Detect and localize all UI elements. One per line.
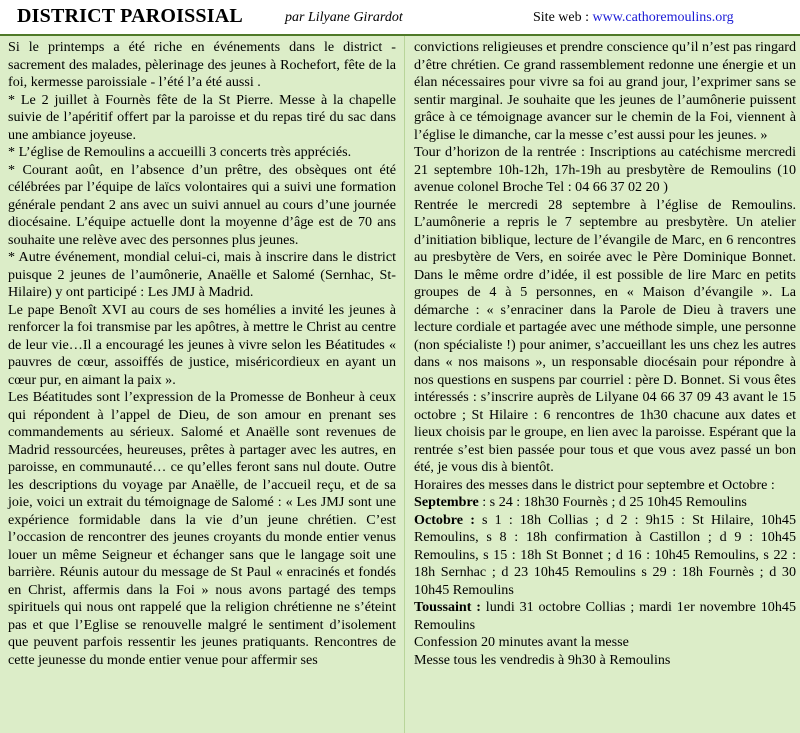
schedule-text: : s 24 : 18h30 Fournès ; d 25 10h45 Remoulins	[478, 494, 747, 510]
paragraph: Les Béatitudes sont l’expression de la Promesse de Bonheur à ceux qui répondent à l’appel de Dieu, de son amour en prenant ses commandements au sérieux. Salomé et Anaëlle sont revenues de Madrid ressourcées, heureuses, prêtes à partager avec les autres, en paroisse, en communauté… ce qu’elles feront sans nul doute. Outre les descriptions du voyage par Anaëlle, de l’accueil reçu, et de sa joie, voici un extrait du témoignage de Salomé : « Les JMJ sont une expérience formidable dans la vie d’un jeune chrétien. C’est l’occasion de rencontrer des jeunes croyants du monde entier venus louer un même Seigneur et échanger sans que le langage soit une barrière. Réunis autour du message de St Paul « enracinés et fondés en Christ, affermis dans la Foi » nous avons partagé des temps spirituels qui nous ont rappelé que la religion chrétienne ne s’éteint pas et que l’Eglise se renouvelle malgré le sentiment d’isolement que peuvent parfois ressentir les jeunes pratiquants. Rencontres de cette jeunesse du monde entier venue pour affermir ses	[8, 389, 396, 668]
paragraph: Si le printemps a été riche en événements dans le district - sacrement des malades, pèlerinage des jeunes à Rochefort, fête de la foi, kermesse paroissiale - l’été l’a été aussi .	[8, 39, 396, 90]
schedule-label: Septembre	[414, 494, 479, 510]
author-byline: par Lilyane Girardot	[285, 10, 403, 25]
paragraph: * Le 2 juillet à Fournès fête de la St Pierre. Messe à la chapelle suivie de l’apéritif offert par la paroisse et du repas tiré du sac dans une ambiance joyeuse.	[8, 91, 396, 143]
schedule-text: s 1 : 18h Collias ; d 2 : 9h15 : St Hilaire, 10h45 Remoulins, s 8 : 18h confirmation à Castillon ; d 9 : 10h45 Remoulins, s 15 : 18h St Bonnet ; d 16 : 10h45 Remoulins, s 22 : 18h Sernhac ; d 23 10h45 Remoulins s 29 : 18h Fournès ; d 30 10h45 Remoulins	[414, 511, 796, 598]
website-reference	[533, 10, 734, 26]
closing-line: Messe tous les vendredis à 9h30 à Remoulins	[414, 651, 671, 668]
schedule-entry	[414, 512, 796, 600]
paragraph: Rentrée le mercredi 28 septembre à l’église de Remoulins. L’aumônerie a repris le 7 septembre au presbytère. Un atelier d’initiation biblique, lecture de l’évangile de Marc, en 6 rencontres au presbytère de Vers, en soirée avec le Père Dominique Bonnet. Dans le même ordre d’idée, il est possible de lire Marc en petits groupes de 4 à 5 personnes, en « Maison d’évangile ». La démarche : « s’enraciner dans la Parole de Dieu à travers une lecture cordiale et partagée avec une méthode simple, une personne (non spécialiste !) pour animer, s’accueillant les uns chez les autres dans « nos maisons », un responsable diocésain pour répondre à nos questions en suspens par courriel : père D. Bonnet. Si vous êtes intéressés : s’inscrire auprès de Lilyane 04 66 37 09 43 avant le 15 octobre ; St Hilaire : 6 rencontres de 1h30 chacune aux dates et lieux choisis par le groupe, en lien avec la paroisse. Espérant que la rentrée s’est bien passée pour tous et que vous avez passé un bon été, je vous dis à bientôt.	[414, 196, 796, 475]
website-url: www.cathoremoulins.org	[592, 10, 734, 25]
schedule-text: lundi 31 octobre Collias ; mardi 1er novembre 10h45 Remoulins	[414, 599, 796, 633]
closing-line: Confession 20 minutes avant la messe	[414, 634, 629, 650]
paragraph: * L’église de Remoulins a accueilli 3 concerts très appréciés.	[8, 144, 352, 160]
schedule-entry	[414, 494, 796, 512]
section-title: DISTRICT PAROISSIAL	[17, 5, 243, 27]
left-column	[0, 36, 405, 733]
website-label: Site web :	[533, 10, 593, 25]
paragraph: * Courant août, en l’absence d’un prêtre, des obsèques ont été célébrées par l’équipe de laïcs volontaires qui a suivi une formation générale pendant 2 ans avec un suivi annuel au cours d’une journée diocésaine. L’équipe actuelle dont la moyenne d’âge est de 70 ans souhaite une relève avec des personnes plus jeunes.	[8, 161, 396, 248]
right-column	[405, 36, 800, 733]
paragraph: Tour d’horizon de la rentrée : Inscriptions au catéchisme mercredi 21 septembre 10h-12h, 17h-19h au presbytère de Remoulins (10 avenue colonel Broche Tel : 04 66 37 02 20 )	[414, 144, 796, 195]
paragraph: convictions religieuses et prendre conscience qu’il n’est pas ringard d’être chrétien. Ce grand rassemblement redonne une énergie et un élan nécessaires pour vivre sa foi au grand jour, l’exprimer sans se sentir marginal. Je souhaite que les jeunes de l’aumônerie puissent grâce à ce témoignage avancer sur le chemin de la Foi, viennent à l’église le dimanche, car la messe c’est aussi pour les jeunes. »	[414, 39, 796, 143]
header-bar	[0, 0, 800, 36]
schedule-entry	[414, 599, 796, 634]
schedule-label: Toussaint :	[414, 599, 481, 615]
schedule-label: Octobre :	[414, 511, 475, 528]
paragraph: * Autre événement, mondial celui-ci, mais à inscrire dans le district puisque 2 jeunes de l’aumônerie, Anaëlle et Salomé (Sernhac, St-Hilaire) y ont participé : Les JMJ à Madrid.	[8, 249, 396, 300]
paragraph: Horaires des messes dans le district pour septembre et Octobre :	[414, 476, 775, 493]
paragraph: Le pape Benoît XVI au cours de ses homélies a invité les jeunes à renforcer la foi transmise par les apôtres, à mettre le Christ au centre de leur vie…Il a encouragé les jeunes à vivre selon les Béatitudes « pauvres de cœur, assoiffés de justice, miséricordieux en ayant un cœur pur, en aimant la paix ».	[8, 301, 396, 388]
